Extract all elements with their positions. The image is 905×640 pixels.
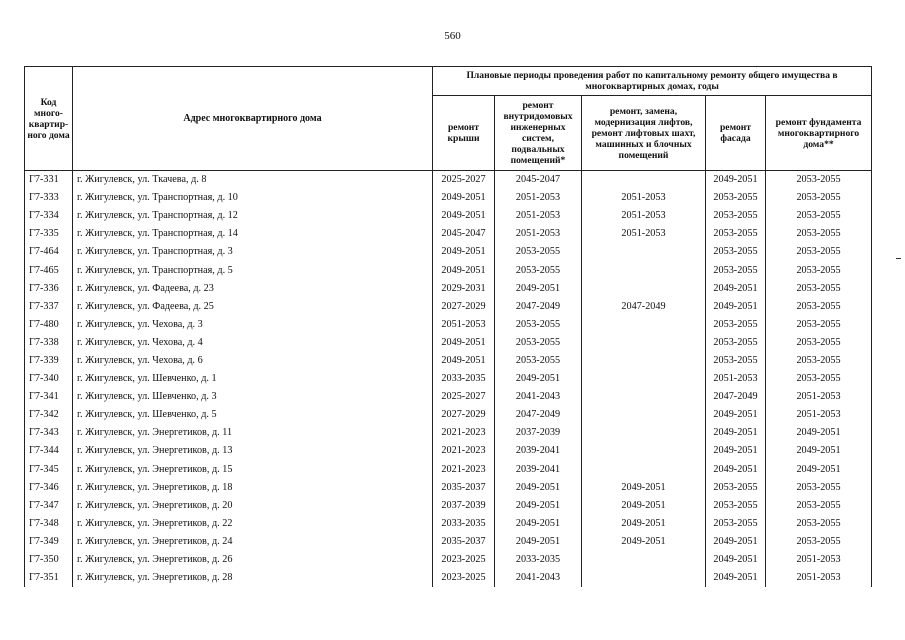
cell-code: Г7-350 [25, 551, 73, 569]
header-address: Адрес многоквартирного дома [73, 67, 433, 171]
cell-facade: 2053-2055 [706, 515, 766, 533]
cell-facade: 2053-2055 [706, 352, 766, 370]
cell-address: г. Жигулевск, ул. Транспортная, д. 14 [73, 225, 433, 243]
cell-facade: 2049-2051 [706, 551, 766, 569]
cell-roof: 2027-2029 [433, 406, 495, 424]
cell-code: Г7-349 [25, 533, 73, 551]
table-row [25, 243, 872, 261]
cell-code: Г7-341 [25, 388, 73, 406]
cell-elevators [582, 551, 706, 569]
cell-roof: 2025-2027 [433, 171, 495, 190]
cell-address: г. Жигулевск, ул. Чехова, д. 3 [73, 316, 433, 334]
table-row [25, 189, 872, 207]
cell-elevators [582, 352, 706, 370]
cell-engineering: 2049-2051 [495, 533, 582, 551]
cell-facade: 2047-2049 [706, 388, 766, 406]
cell-roof: 2025-2027 [433, 388, 495, 406]
cell-engineering: 2049-2051 [495, 497, 582, 515]
cell-facade: 2049-2051 [706, 171, 766, 190]
header-engineering: ремонт внутридомовых инженерных систем, подвальных помещений* [495, 96, 582, 171]
cell-facade: 2053-2055 [706, 207, 766, 225]
cell-foundation: 2053-2055 [766, 334, 872, 352]
cell-foundation: 2051-2053 [766, 551, 872, 569]
cell-code: Г7-336 [25, 280, 73, 298]
cell-foundation: 2049-2051 [766, 424, 872, 442]
cell-address: г. Жигулевск, ул. Шевченко, д. 1 [73, 370, 433, 388]
cell-foundation: 2053-2055 [766, 261, 872, 279]
cell-elevators [582, 569, 706, 587]
cell-address: г. Жигулевск, ул. Транспортная, д. 12 [73, 207, 433, 225]
cell-facade: 2049-2051 [706, 461, 766, 479]
header-periods-title: Плановые периоды проведения работ по капитальному ремонту общего имущества в многоквартирных домах, годы [433, 67, 872, 96]
cell-elevators [582, 280, 706, 298]
cell-address: г. Жигулевск, ул. Шевченко, д. 5 [73, 406, 433, 424]
table-row [25, 406, 872, 424]
cell-facade: 2053-2055 [706, 316, 766, 334]
cell-code: Г7-343 [25, 424, 73, 442]
table-row [25, 370, 872, 388]
table-row [25, 479, 872, 497]
cell-address: г. Жигулевск, ул. Фадеева, д. 23 [73, 280, 433, 298]
cell-elevators: 2051-2053 [582, 207, 706, 225]
cell-elevators [582, 334, 706, 352]
cell-engineering: 2053-2055 [495, 352, 582, 370]
cell-facade: 2051-2053 [706, 370, 766, 388]
cell-address: г. Жигулевск, ул. Энергетиков, д. 22 [73, 515, 433, 533]
cell-elevators [582, 243, 706, 261]
cell-code: Г7-335 [25, 225, 73, 243]
cell-roof: 2037-2039 [433, 497, 495, 515]
header-facade: ремонт фасада [706, 96, 766, 171]
cell-code: Г7-464 [25, 243, 73, 261]
table-row [25, 261, 872, 279]
cell-address: г. Жигулевск, ул. Чехова, д. 6 [73, 352, 433, 370]
cell-address: г. Жигулевск, ул. Транспортная, д. 10 [73, 189, 433, 207]
cell-foundation: 2053-2055 [766, 225, 872, 243]
cell-engineering: 2041-2043 [495, 388, 582, 406]
table-row [25, 171, 872, 190]
header-elevators: ремонт, замена, модернизация лифтов, ремонт лифтовых шахт, машинных и блочных помещений [582, 96, 706, 171]
cell-code: Г7-334 [25, 207, 73, 225]
cell-address: г. Жигулевск, ул. Энергетиков, д. 11 [73, 424, 433, 442]
table-row [25, 424, 872, 442]
table-row [25, 316, 872, 334]
table-row [25, 442, 872, 460]
cell-code: Г7-333 [25, 189, 73, 207]
table-row [25, 298, 872, 316]
cell-facade: 2053-2055 [706, 261, 766, 279]
cell-address: г. Жигулевск, ул. Транспортная, д. 5 [73, 261, 433, 279]
cell-foundation: 2053-2055 [766, 479, 872, 497]
cell-elevators: 2049-2051 [582, 515, 706, 533]
header-row-top [25, 67, 872, 96]
cell-engineering: 2049-2051 [495, 479, 582, 497]
cell-foundation: 2053-2055 [766, 316, 872, 334]
cell-roof: 2049-2051 [433, 334, 495, 352]
cell-address: г. Жигулевск, ул. Энергетиков, д. 24 [73, 533, 433, 551]
cell-foundation: 2053-2055 [766, 497, 872, 515]
cell-elevators: 2047-2049 [582, 298, 706, 316]
cell-engineering: 2041-2043 [495, 569, 582, 587]
table-row [25, 533, 872, 551]
cell-foundation: 2053-2055 [766, 533, 872, 551]
cell-code: Г7-331 [25, 171, 73, 190]
table-row [25, 551, 872, 569]
cell-roof: 2033-2035 [433, 515, 495, 533]
cell-foundation: 2049-2051 [766, 442, 872, 460]
cell-engineering: 2049-2051 [495, 515, 582, 533]
cell-roof: 2049-2051 [433, 243, 495, 261]
cell-code: Г7-342 [25, 406, 73, 424]
cell-engineering: 2053-2055 [495, 316, 582, 334]
cell-roof: 2049-2051 [433, 352, 495, 370]
cell-foundation: 2053-2055 [766, 207, 872, 225]
cell-elevators: 2051-2053 [582, 225, 706, 243]
cell-engineering: 2037-2039 [495, 424, 582, 442]
table-row [25, 225, 872, 243]
cell-address: г. Жигулевск, ул. Энергетиков, д. 28 [73, 569, 433, 587]
cell-code: Г7-345 [25, 461, 73, 479]
cell-roof: 2023-2025 [433, 569, 495, 587]
cell-address: г. Жигулевск, ул. Транспортная, д. 3 [73, 243, 433, 261]
cell-code: Г7-347 [25, 497, 73, 515]
cell-foundation: 2053-2055 [766, 370, 872, 388]
cell-address: г. Жигулевск, ул. Шевченко, д. 3 [73, 388, 433, 406]
cell-code: Г7-339 [25, 352, 73, 370]
table-row [25, 207, 872, 225]
cell-roof: 2035-2037 [433, 479, 495, 497]
cell-engineering: 2053-2055 [495, 243, 582, 261]
cell-address: г. Жигулевск, ул. Энергетиков, д. 18 [73, 479, 433, 497]
cell-foundation: 2049-2051 [766, 461, 872, 479]
cell-roof: 2045-2047 [433, 225, 495, 243]
cell-foundation: 2053-2055 [766, 171, 872, 190]
cell-engineering: 2047-2049 [495, 406, 582, 424]
cell-engineering: 2033-2035 [495, 551, 582, 569]
cell-engineering: 2053-2055 [495, 334, 582, 352]
cell-engineering: 2045-2047 [495, 171, 582, 190]
page-number: 560 [444, 30, 461, 42]
cell-roof: 2049-2051 [433, 207, 495, 225]
cell-code: Г7-480 [25, 316, 73, 334]
cell-address: г. Жигулевск, ул. Ткачева, д. 8 [73, 171, 433, 190]
cell-elevators [582, 424, 706, 442]
cell-roof: 2021-2023 [433, 461, 495, 479]
table-row [25, 569, 872, 587]
cell-engineering: 2049-2051 [495, 370, 582, 388]
cell-elevators [582, 261, 706, 279]
cell-engineering: 2051-2053 [495, 207, 582, 225]
cell-facade: 2049-2051 [706, 424, 766, 442]
cell-facade: 2053-2055 [706, 334, 766, 352]
cell-foundation: 2053-2055 [766, 352, 872, 370]
table-row [25, 334, 872, 352]
cell-code: Г7-346 [25, 479, 73, 497]
cell-elevators [582, 370, 706, 388]
cell-facade: 2053-2055 [706, 243, 766, 261]
cell-address: г. Жигулевск, ул. Энергетиков, д. 15 [73, 461, 433, 479]
cell-elevators: 2049-2051 [582, 533, 706, 551]
cell-address: г. Жигулевск, ул. Чехова, д. 4 [73, 334, 433, 352]
table-body [25, 171, 872, 588]
cell-facade: 2049-2051 [706, 533, 766, 551]
cell-code: Г7-340 [25, 370, 73, 388]
cell-roof: 2029-2031 [433, 280, 495, 298]
cell-elevators [582, 171, 706, 190]
cell-roof: 2023-2025 [433, 551, 495, 569]
cell-engineering: 2051-2053 [495, 189, 582, 207]
cell-elevators: 2051-2053 [582, 189, 706, 207]
cell-elevators: 2049-2051 [582, 497, 706, 515]
cell-foundation: 2051-2053 [766, 406, 872, 424]
cell-foundation: 2053-2055 [766, 243, 872, 261]
cell-code: Г7-465 [25, 261, 73, 279]
cell-roof: 2051-2053 [433, 316, 495, 334]
header-foundation: ремонт фундамента многоквартирного дома** [766, 96, 872, 171]
cell-foundation: 2051-2053 [766, 388, 872, 406]
cell-address: г. Жигулевск, ул. Фадеева, д. 25 [73, 298, 433, 316]
cell-address: г. Жигулевск, ул. Энергетиков, д. 20 [73, 497, 433, 515]
page-edge-mark [896, 258, 901, 259]
table-row [25, 461, 872, 479]
cell-address: г. Жигулевск, ул. Энергетиков, д. 13 [73, 442, 433, 460]
cell-address: г. Жигулевск, ул. Энергетиков, д. 26 [73, 551, 433, 569]
cell-roof: 2035-2037 [433, 533, 495, 551]
cell-engineering: 2051-2053 [495, 225, 582, 243]
cell-engineering: 2053-2055 [495, 261, 582, 279]
cell-engineering: 2047-2049 [495, 298, 582, 316]
cell-facade: 2049-2051 [706, 406, 766, 424]
cell-code: Г7-337 [25, 298, 73, 316]
cell-roof: 2021-2023 [433, 442, 495, 460]
cell-code: Г7-348 [25, 515, 73, 533]
capital-repair-schedule-table [24, 66, 872, 587]
table-row [25, 352, 872, 370]
cell-elevators [582, 316, 706, 334]
cell-roof: 2049-2051 [433, 189, 495, 207]
header-code: Код много-квартир-ного дома [25, 67, 73, 171]
cell-engineering: 2049-2051 [495, 280, 582, 298]
cell-code: Г7-351 [25, 569, 73, 587]
cell-code: Г7-338 [25, 334, 73, 352]
cell-facade: 2049-2051 [706, 442, 766, 460]
cell-facade: 2053-2055 [706, 497, 766, 515]
table-row [25, 280, 872, 298]
cell-facade: 2049-2051 [706, 569, 766, 587]
cell-facade: 2053-2055 [706, 479, 766, 497]
header-roof: ремонт крыши [433, 96, 495, 171]
table-row [25, 515, 872, 533]
cell-roof: 2049-2051 [433, 261, 495, 279]
cell-foundation: 2053-2055 [766, 515, 872, 533]
cell-elevators: 2049-2051 [582, 479, 706, 497]
cell-foundation: 2051-2053 [766, 569, 872, 587]
cell-foundation: 2053-2055 [766, 189, 872, 207]
cell-elevators [582, 406, 706, 424]
cell-facade: 2053-2055 [706, 189, 766, 207]
cell-roof: 2021-2023 [433, 424, 495, 442]
cell-facade: 2049-2051 [706, 298, 766, 316]
cell-facade: 2049-2051 [706, 280, 766, 298]
cell-code: Г7-344 [25, 442, 73, 460]
cell-engineering: 2039-2041 [495, 442, 582, 460]
cell-foundation: 2053-2055 [766, 298, 872, 316]
cell-foundation: 2053-2055 [766, 280, 872, 298]
table-row [25, 497, 872, 515]
cell-roof: 2033-2035 [433, 370, 495, 388]
cell-elevators [582, 461, 706, 479]
cell-roof: 2027-2029 [433, 298, 495, 316]
table-row [25, 388, 872, 406]
cell-elevators [582, 388, 706, 406]
cell-facade: 2053-2055 [706, 225, 766, 243]
cell-engineering: 2039-2041 [495, 461, 582, 479]
cell-elevators [582, 442, 706, 460]
